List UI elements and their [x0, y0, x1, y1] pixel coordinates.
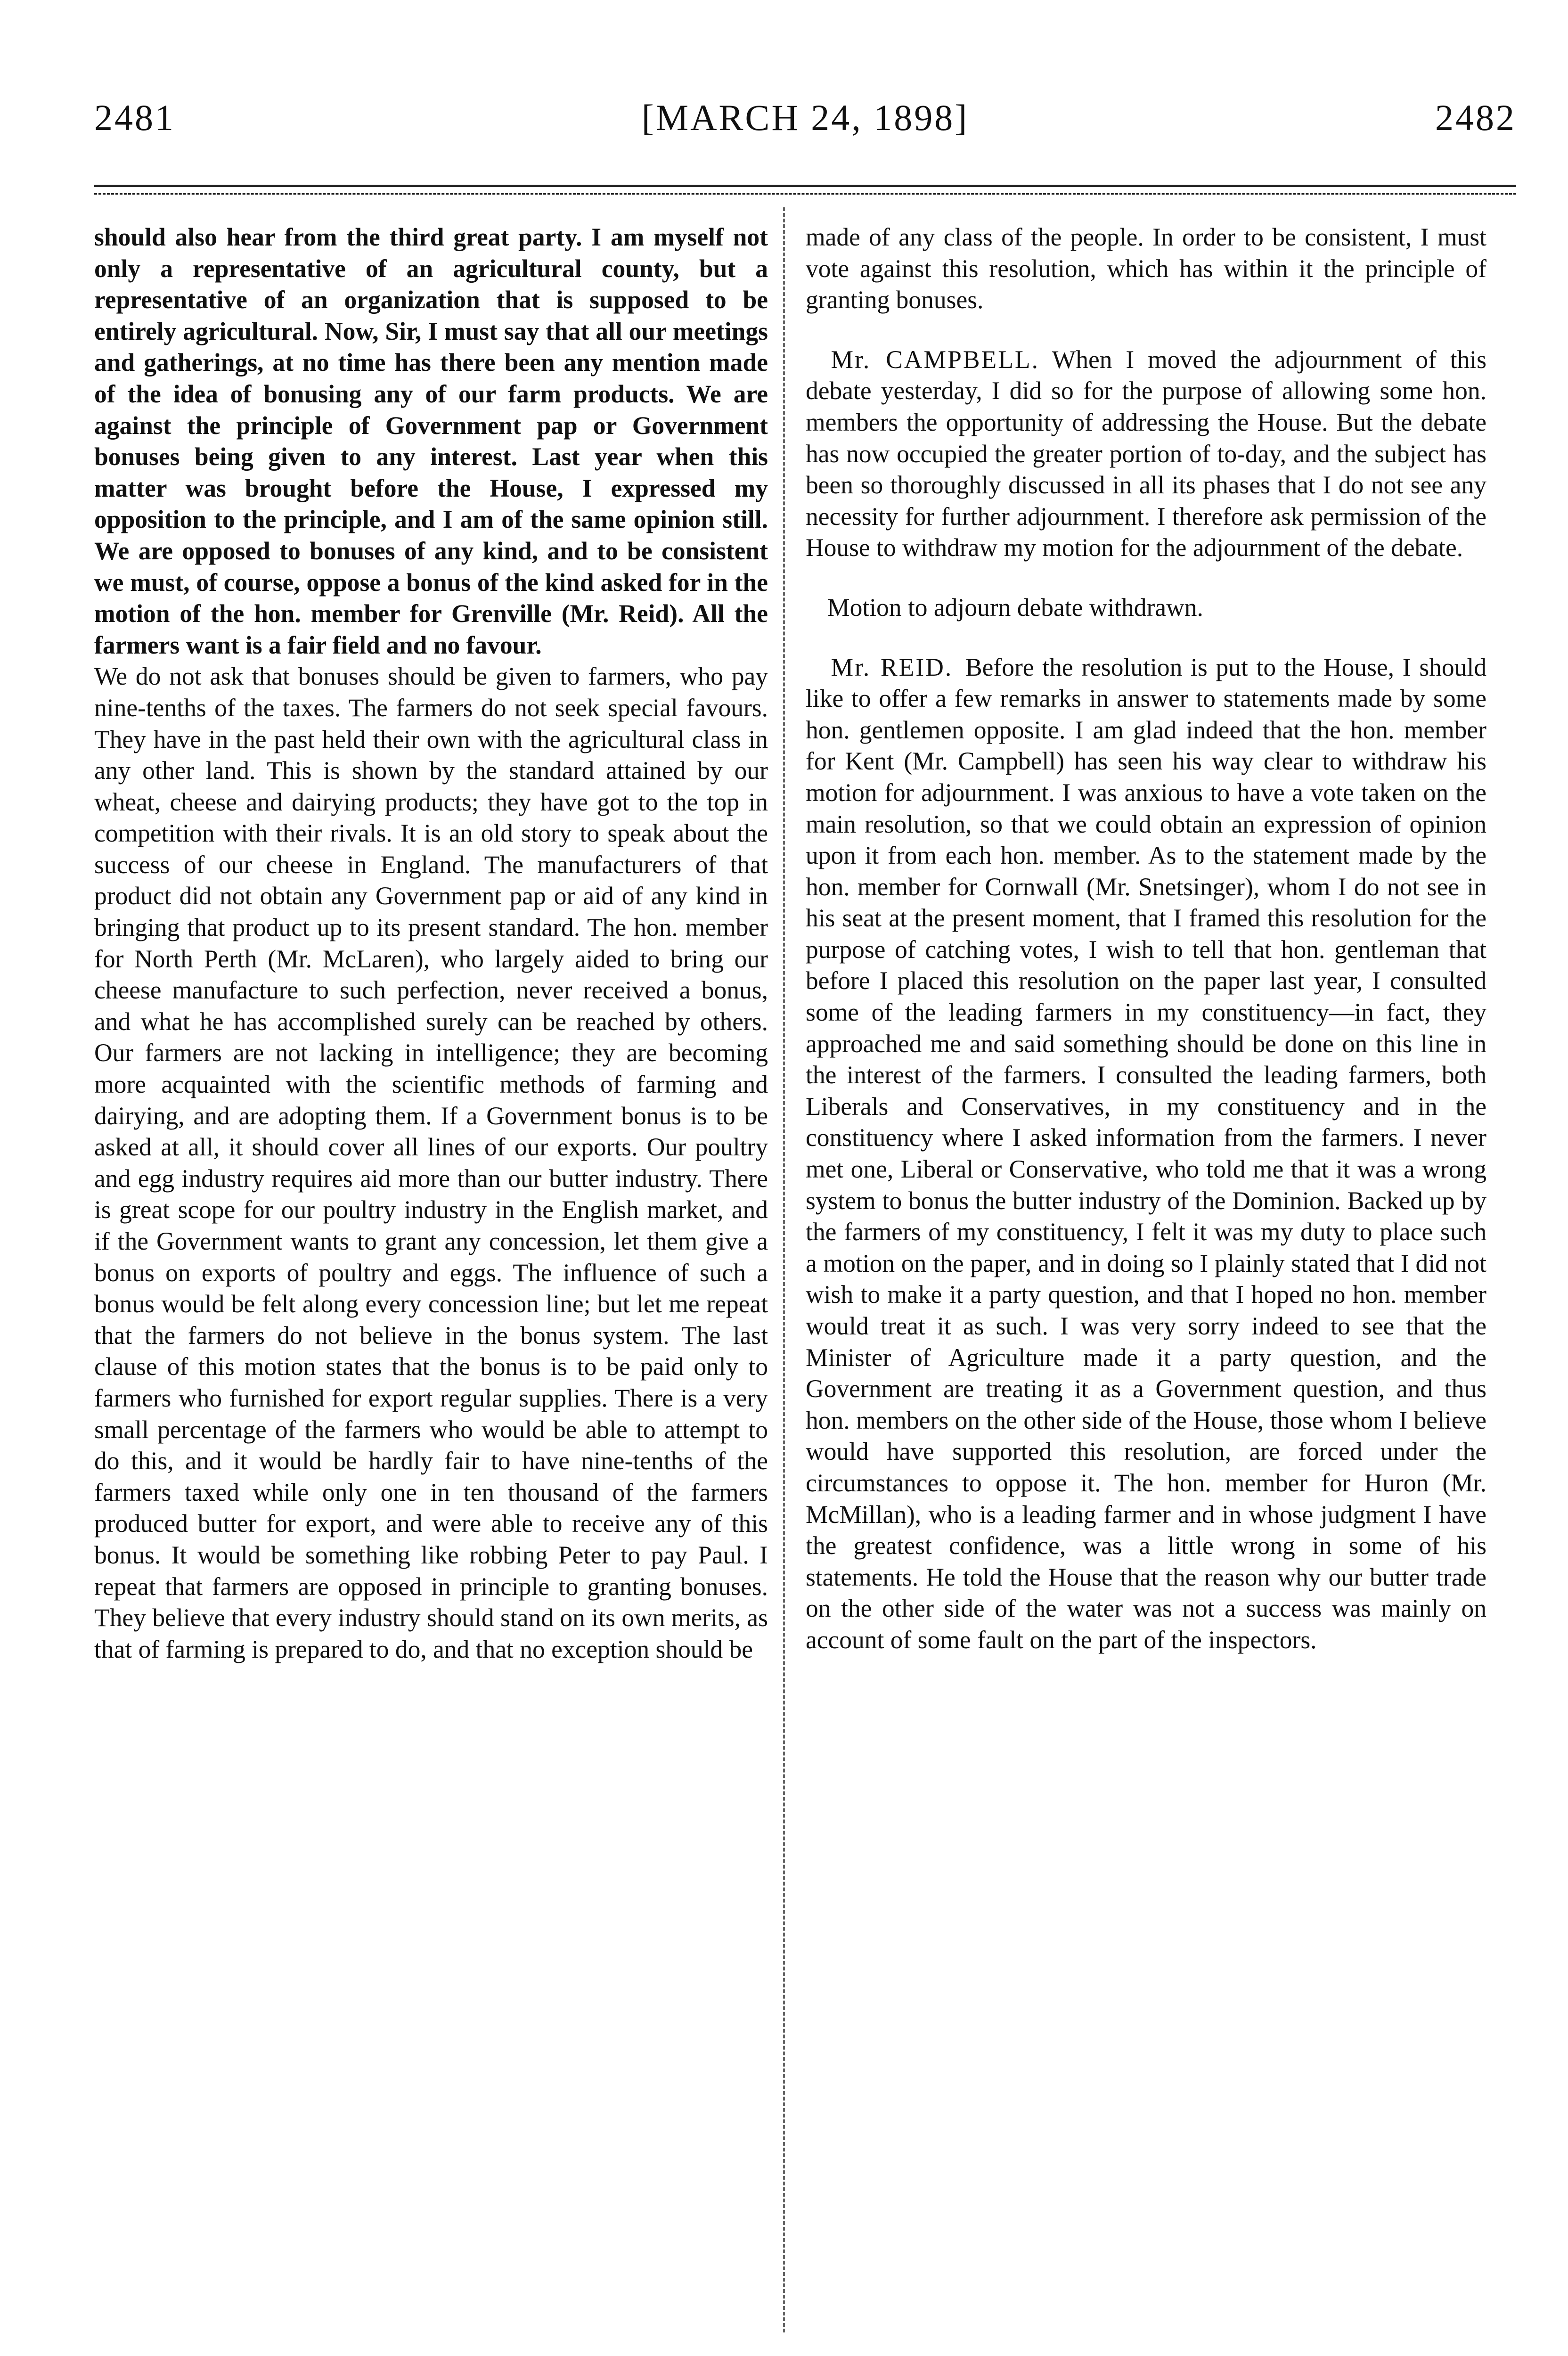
page-number-left: 2481 — [94, 97, 175, 138]
speaker-name: Mr. CAMPBELL. — [831, 345, 1039, 374]
page-header — [94, 97, 1516, 148]
right-paragraph-2 — [806, 344, 1486, 564]
right-paragraph-4 — [806, 652, 1486, 1656]
column-divider — [783, 207, 785, 2332]
motion-note: Motion to adjourn debate withdrawn. — [827, 593, 1203, 622]
left-column — [94, 221, 768, 1665]
speech-text: Before the resolution is put to the House, I should like to offer a few remarks in answer to statements made by some hon. gentlemen opposite. I am glad indeed that the hon. member for Kent (Mr. Campbell) has seen his way clear to withdraw his motion for adjournment. I was anxious to have a vote taken on the main resolution, so that we could obtain an expression of opinion upon it from each hon. member. As to the statement made by the hon. member for Cornwall (Mr. Snetsinger), whom I do not see in his seat at the present moment, that I framed this resolution for the purpose of catching votes, I wish to tell that hon. gentleman that before I placed this resolution on the paper last year, I consulted some of the leading farmers in my constituency—in fact, they approached me and said something should be done on this line in the interest of the farmers. I consulted the leading farmers, both Liberals and Conservatives, in my constituency and in the constituency where I asked information from the farmers. I never met one, Liberal or Conservative, who told me that it was a wrong system to bonus the butter industry of the Dominion. Backed up by the farmers of my constituency, I felt it was my duty to place such a motion on the paper, and in doing so I plainly stated that I did not wish to make it a party question, and that I hoped no hon. member would treat it as such. I was very sorry indeed to see that the Minister of Agriculture made it a party question, and the Government are treating it as a Government question, and thus hon. members on the other side of the House, those whom I believe would have supported this resolution, are forced under the circumstances to oppose it. The hon. member for Huron (Mr. McMillan), who is a leading farmer and in whose judgment I have the greatest confidence, was a little wrong in some of his statements. He told the House that the reason why our butter trade on the other side of the water was not a success was mainly on account of some fault on the part of the inspectors. — [806, 653, 1486, 1654]
page-number-right: 2482 — [1435, 97, 1516, 138]
speaker-name: Mr. REID. — [831, 653, 953, 681]
left-paragraph-2: We do not ask that bonuses should be given to farmers, who pay nine-tenths of the taxes. The farmers do not seek special favours. They have in the past held their own with the agricultural class in any other land. This is shown by the standard attained by our wheat, cheese and dairying products; they have got to the top in competition with their rivals. It is an old story to speak about the success of our cheese in England. The manufacturers of that product did not obtain any Government pap or aid of any kind in bringing that product up to its present standard. The hon. member for North Perth (Mr. McLaren), who largely aided to bring our cheese manufacture to such perfection, never received a bonus, and what he has accomplished surely can be reached by others. Our farmers are not lacking in intelligence; they are becoming more acquainted with the scientific methods of farming and dairying, and are adopting them. If a Government bonus is to be asked at all, it should cover all lines of our exports. Our poultry and egg industry requires aid more than our butter industry. There is great scope for our poultry industry in the English market, and if the Government wants to grant any concession, let them give a bonus on exports of poultry and eggs. The influence of such a bonus would be felt along every concession line; but let me repeat that the farmers do not believe in the bonus system. The last clause of this motion states that the bonus is to be paid only to farmers who furnished for export regular supplies. There is a very small percentage of the farmers who would be able to attempt to do this, and it would be hardly fair to have nine-tenths of the farmers taxed while only one in ten thousand of the farmers produced butter for export, and were able to receive any of this bonus. It would be something like robbing Peter to pay Paul. I repeat that farmers are opposed in principle to granting bonuses. They believe that every industry should stand on its own merits, as that of farming is prepared to do, and that no exception should be — [94, 662, 768, 1663]
header-rule-secondary — [94, 193, 1516, 195]
left-paragraph-1: should also hear from the third great party. I am myself not only a representative of an agricultural county, but a representative of an organization that is supposed to be entirely agricultural. Now, Sir, I must say that all our meetings and gatherings, at no time has there been any mention made of the idea of bonusing any of our farm products. We are against the principle of Government pap or Government bonuses being given to any interest. Last year when this matter was brought before the House, I expressed my opposition to the principle, and I am of the same opinion still. We are opposed to bonuses of any kind, and to be consistent we must, of course, oppose a bonus of the kind asked for in the motion of the hon. member for Grenville (Mr. Reid). All the farmers want is a fair field and no favour. — [94, 223, 768, 659]
header-rule — [94, 185, 1516, 187]
header-date: [MARCH 24, 1898] — [641, 97, 969, 138]
right-paragraph-1: made of any class of the people. In order to be consistent, I must vote against this resolution, which has within it the principle of granting bonuses. — [806, 223, 1486, 314]
speech-text: When I moved the adjournment of this debate yesterday, I did so for the purpose of allowing some hon. members the opportunity of addressing the House. But the debate has now occupied the greater portion of to-day, and the subject has been so thoroughly discussed in all its phases that I do not see any necessity for further adjournment. I therefore ask permission of the House to withdraw my motion for the adjournment of the debate. — [806, 345, 1486, 562]
right-column — [806, 221, 1486, 1684]
